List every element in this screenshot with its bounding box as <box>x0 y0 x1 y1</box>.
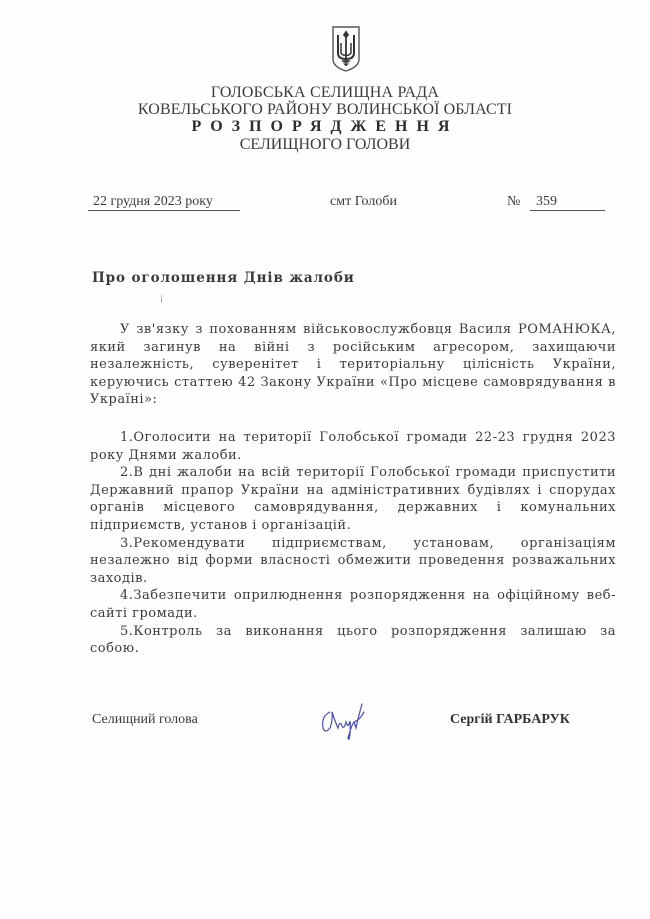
number-label: № <box>507 194 521 209</box>
order-items <box>90 429 616 658</box>
district-name: КОВЕЛЬСЬКОГО РАЙОНУ ВОЛИНСЬКОЇ ОБЛАСТІ <box>137 101 513 118</box>
order-item-1: 1.Оголосити на території Голобської громади 22-23 грудня 2023 року Днями жалоби. <box>90 430 616 463</box>
document-date: 22 грудня 2023 року <box>88 194 240 211</box>
handwritten-signature-icon <box>318 698 368 744</box>
document-number: 359 <box>530 194 605 211</box>
document-place: смт Голоби <box>330 194 397 209</box>
scan-mark: ¡ <box>160 292 163 302</box>
order-item-5: 5.Контроль за виконання цього розпорядження залишаю за собою. <box>90 623 616 657</box>
order-item-3: 3.Рекомендувати підприємствам, установам, організаціям незалежно від форми власності обмежити проведення розважальних заходів. <box>90 535 616 586</box>
document-title: Про оголошення Днів жалоби <box>92 270 355 286</box>
signatory-role: Селищний голова <box>92 712 198 727</box>
order-item-4: 4.Забезпечити оприлюднення розпорядження на офіційному веб-сайті громади. <box>90 588 616 621</box>
signatory-name: Сергій ГАРБАРУК <box>450 712 570 727</box>
council-name: ГОЛОБСЬКА СЕЛИЩНА РАДА <box>210 84 440 101</box>
coat-of-arms-icon <box>331 25 361 73</box>
order-item-2: 2.В дні жалоби на всій території Голобської громади приспустити Державний прапор України на адміністративних будівлях і спорудах органів місцевого самоврядування, державних і комунальних підприємств, установ і організацій. <box>90 465 616 533</box>
issuer: СЕЛИЩНОГО ГОЛОВИ <box>239 136 411 153</box>
preamble-paragraph: У зв'язку з похованням військовослужбовця Василя РОМАНЮКА, який загинув на війні з російським агресором, захищаючи незалежність, суверенітет і територіальну цілісність України, керуючись статтею 42 Закону України «Про місцеве самоврядування в Україні»: <box>90 322 616 408</box>
document-type: РОЗПОРЯДЖЕННЯ <box>191 118 459 135</box>
